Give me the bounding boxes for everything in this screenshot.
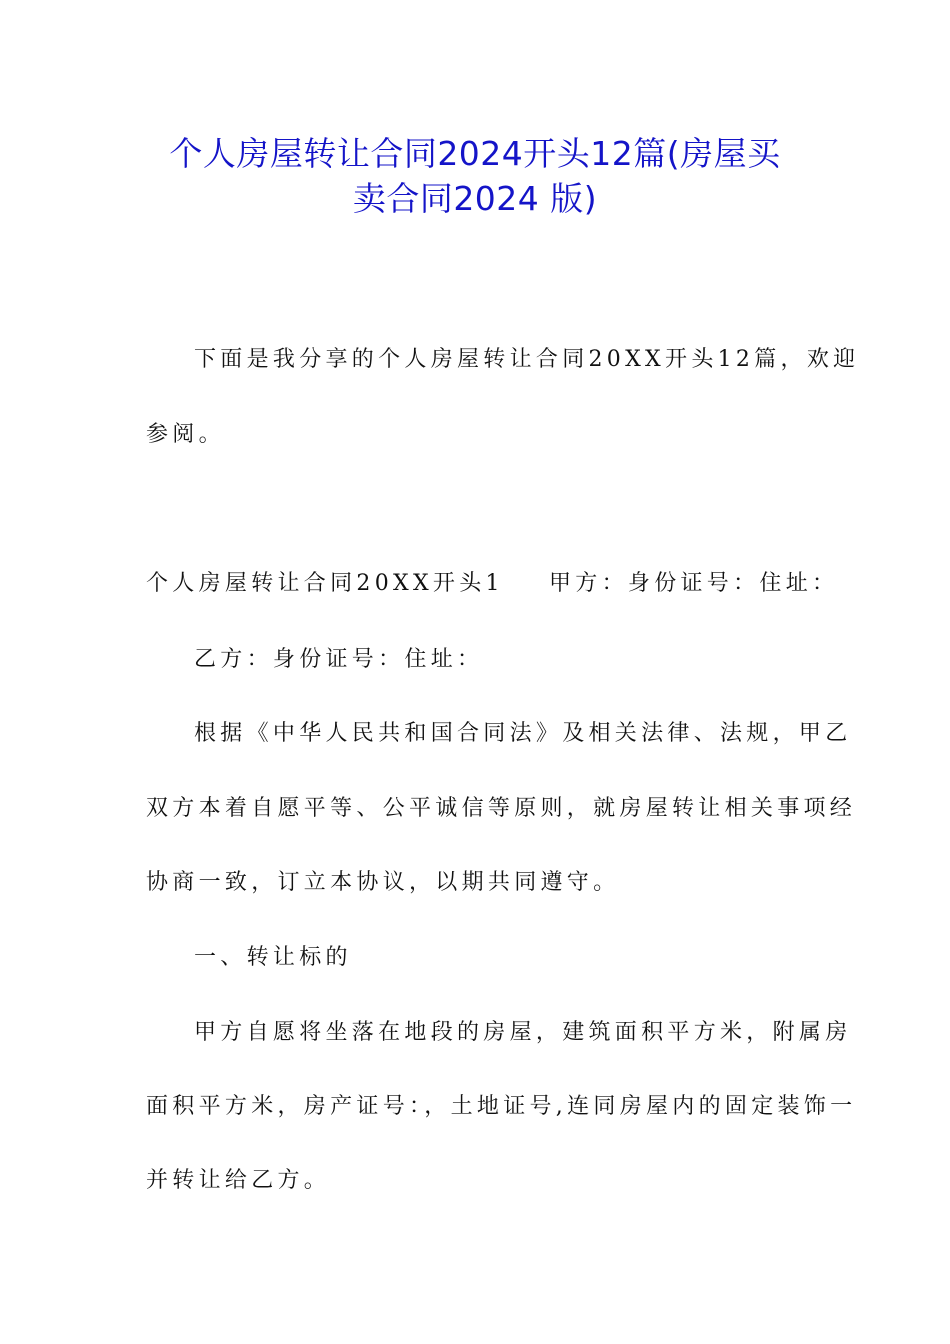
section-heading-transfer-subject: 一、转让标的 — [194, 945, 352, 970]
contract-heading-line: 个人房屋转让合同20XX开头1 甲方：身份证号：住址： — [146, 571, 839, 596]
basis-paragraph-line-2: 双方本着自愿平等、公平诚信等原则，就房屋转让相关事项经 — [146, 796, 857, 821]
party-b-line: 乙方：身份证号：住址： — [194, 647, 484, 672]
document-title-line-2: 卖合同2024 版) — [352, 179, 598, 218]
transfer-paragraph-line-2: 面积平方米，房产证号：，土地证号,连同房屋内的固定装饰一 — [146, 1094, 857, 1119]
basis-paragraph-line-1: 根据《中华人民共和国合同法》及相关法律、法规，甲乙 — [194, 721, 852, 746]
basis-paragraph-line-3: 协商一致，订立本协议，以期共同遵守。 — [146, 870, 620, 895]
intro-paragraph-line-2: 参阅。 — [146, 422, 225, 447]
document-title-line-1: 个人房屋转让合同2024开头12篇(房屋买 — [169, 134, 781, 173]
transfer-paragraph-line-1: 甲方自愿将坐落在地段的房屋，建筑面积平方米，附属房 — [194, 1020, 852, 1045]
intro-paragraph-line-1: 下面是我分享的个人房屋转让合同20XX开头12篇，欢迎 — [194, 347, 860, 372]
transfer-paragraph-line-3: 并转让给乙方。 — [146, 1168, 331, 1193]
